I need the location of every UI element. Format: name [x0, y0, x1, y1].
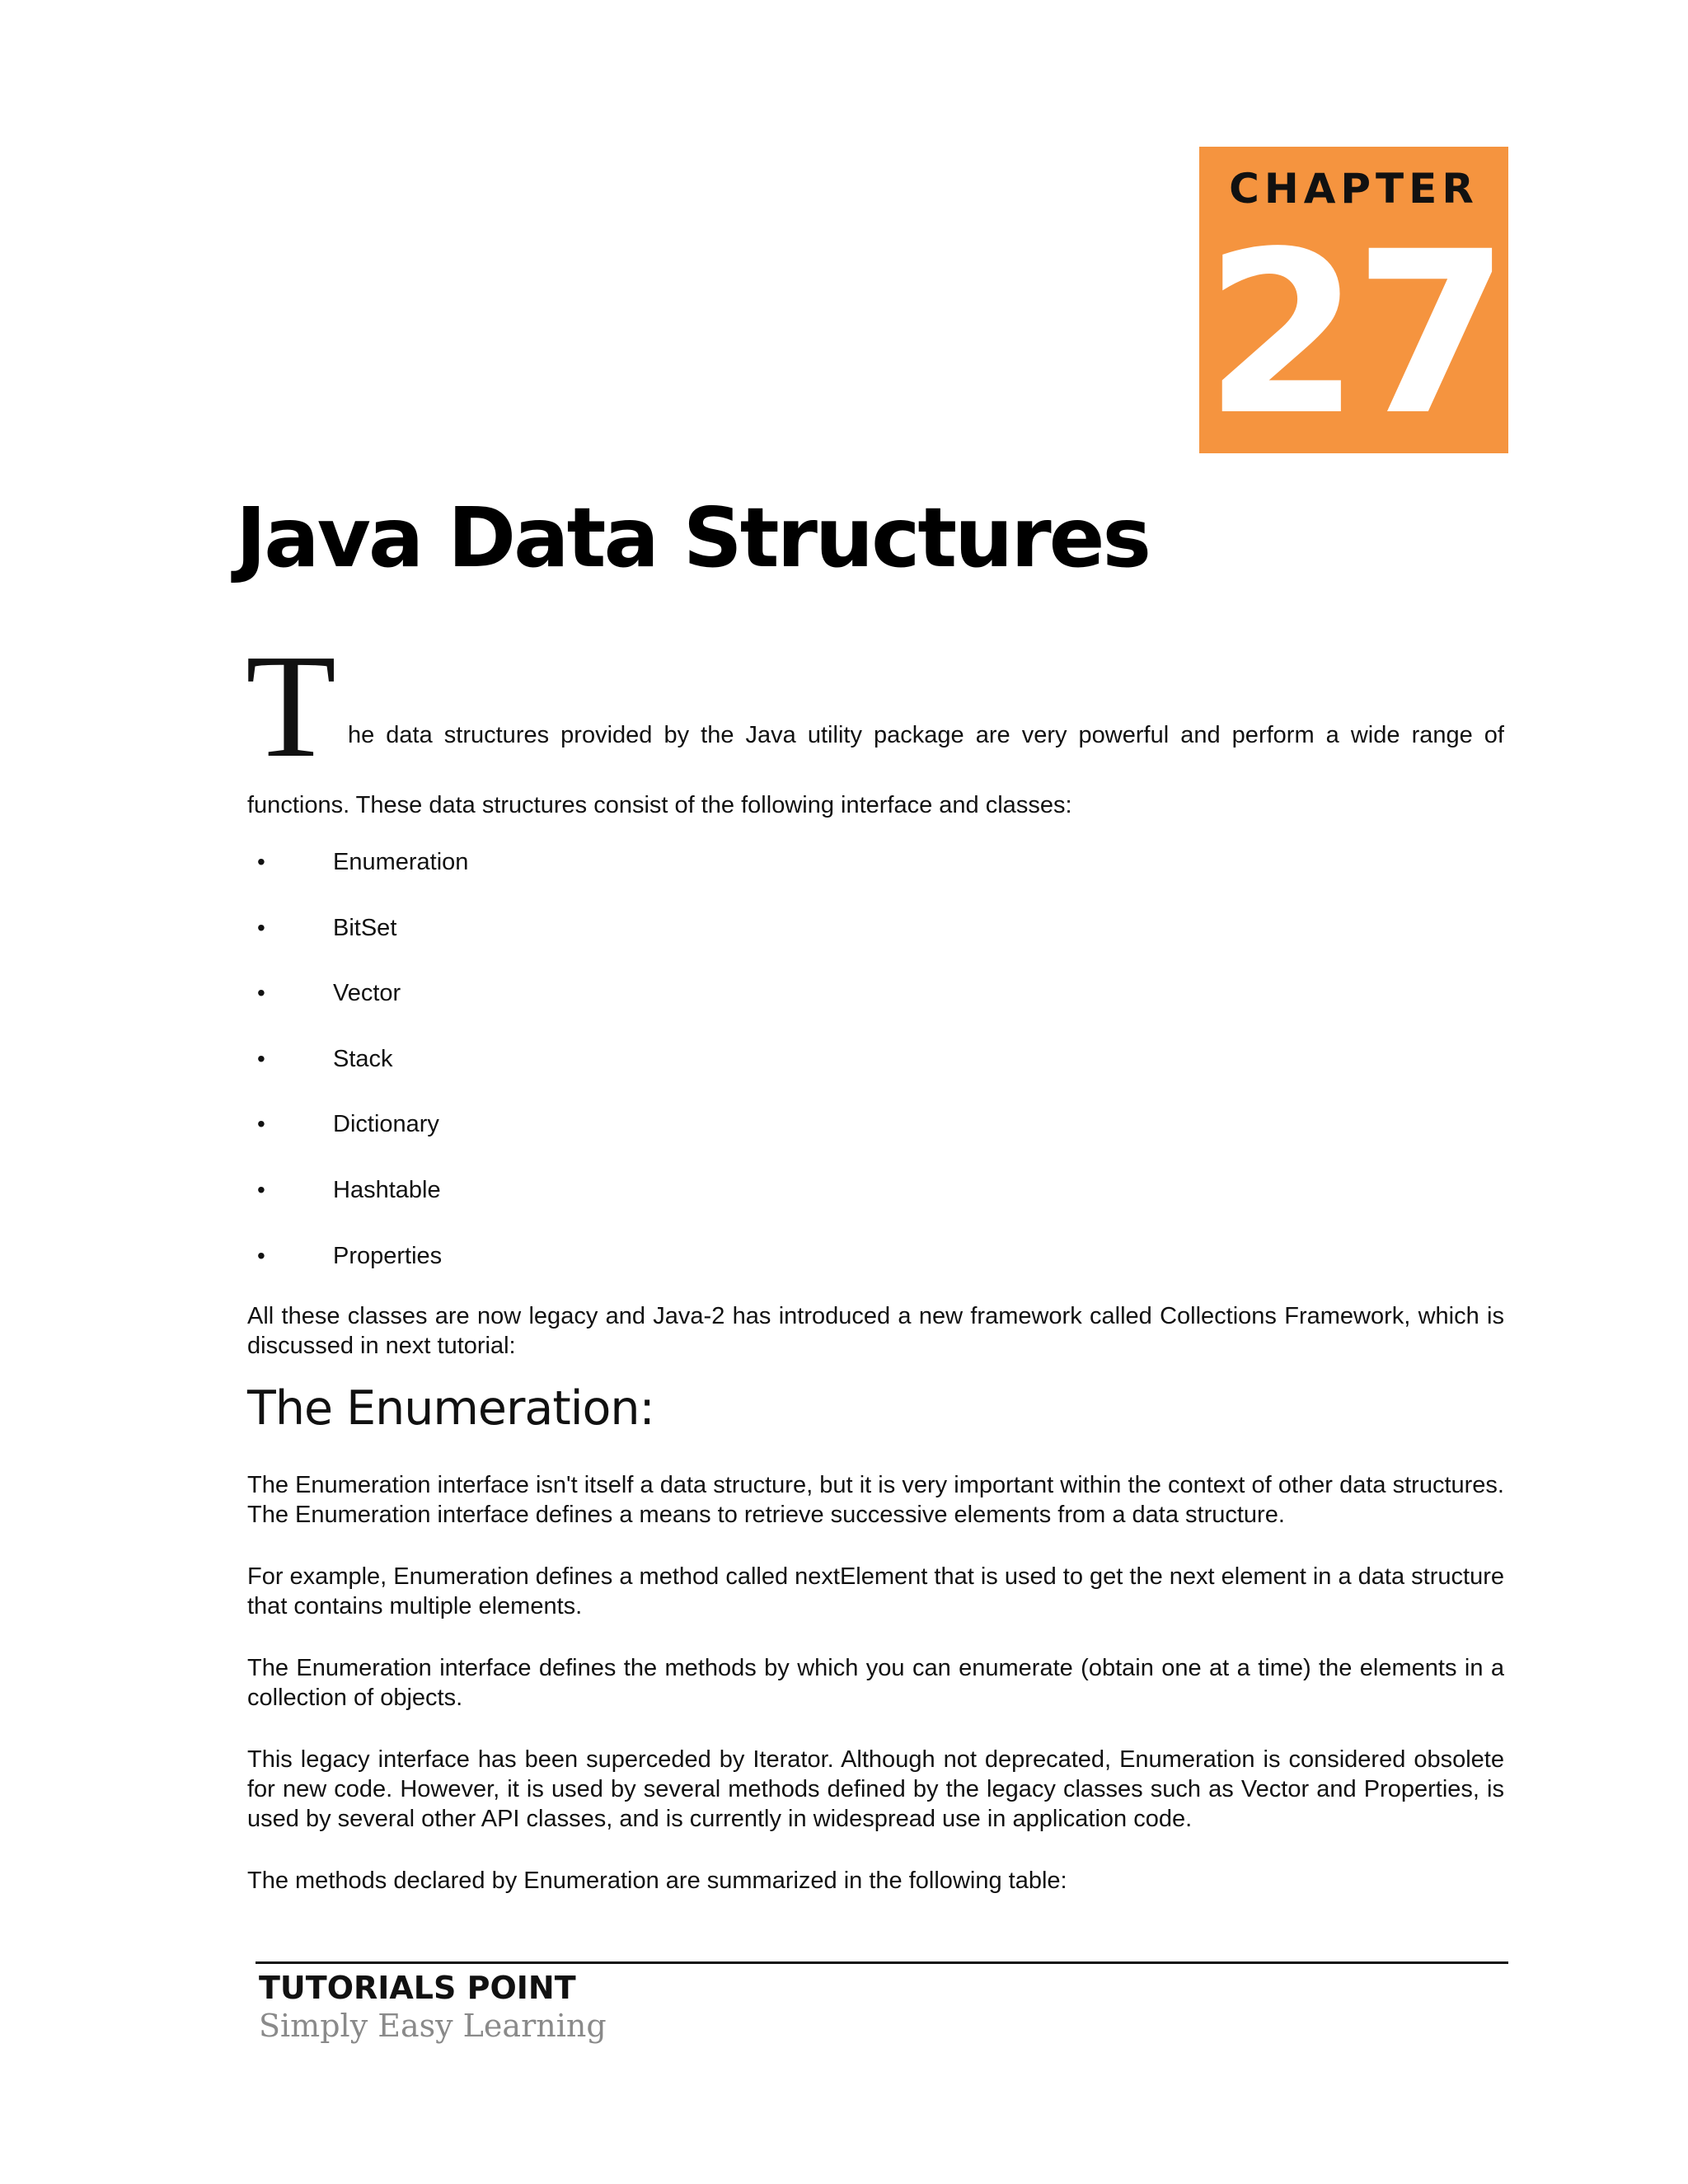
bullet-icon: •: [257, 1176, 265, 1202]
list-item: [247, 1101, 989, 1167]
section-heading: The Enumeration:: [247, 1381, 654, 1436]
section-paragraph: The Enumeration interface isn't itself a data structure, but it is very important within the context of other data structures. The Enumeration interface defines a means to retrieve successive elements from a data structure.: [247, 1472, 1504, 1528]
chapter-badge: [1199, 147, 1508, 465]
list-item: [247, 970, 989, 1036]
footer-tagline: Simply Easy Learning: [259, 2008, 607, 2044]
drop-cap: T: [246, 624, 336, 788]
chapter-title: Java Data Structures: [236, 490, 1150, 586]
footer-divider: [256, 1961, 1508, 1964]
bullet-icon: •: [257, 1111, 265, 1137]
intro-paragraph: [246, 624, 1504, 841]
section-paragraph: The methods declared by Enumeration are summarized in the following table:: [247, 1868, 1067, 1894]
section-paragraph: For example, Enumeration defines a method called nextElement that is used to get the next element in a data structure that contains multiple elements.: [247, 1563, 1504, 1619]
chapter-number: 27: [1204, 204, 1503, 465]
intro-text: he data structures provided by the Java utility package are very powerful and perform a wide range of functions. These data structures consist of the following interface and classes:: [247, 722, 1504, 818]
list-item-label: Vector: [333, 980, 401, 1007]
list-item: [247, 1036, 989, 1102]
list-item-label: Enumeration: [333, 849, 469, 875]
section-paragraph: The Enumeration interface defines the methods by which you can enumerate (obtain one at a time) the elements in a collection of objects.: [247, 1655, 1504, 1711]
list-item: [247, 1233, 989, 1299]
list-item: [247, 839, 989, 905]
data-structure-list: [247, 839, 989, 1298]
list-item-label: Dictionary: [333, 1111, 439, 1138]
legacy-note: All these classes are now legacy and Java-2 has introduced a new framework called Collections Framework, which is discussed in next tutorial:: [247, 1303, 1504, 1359]
bullet-icon: •: [257, 914, 265, 940]
bullet-icon: •: [257, 1045, 265, 1071]
bullet-icon: •: [257, 1242, 265, 1268]
list-item: [247, 1167, 989, 1233]
list-item-label: Hashtable: [333, 1176, 441, 1203]
footer-brand: TUTORIALS POINT: [259, 1970, 576, 2006]
list-item-label: BitSet: [333, 914, 397, 941]
list-item-label: Stack: [333, 1045, 393, 1072]
list-item: [247, 905, 989, 971]
bullet-icon: •: [257, 849, 265, 874]
list-item-label: Properties: [333, 1242, 443, 1269]
bullet-icon: •: [257, 980, 265, 1006]
chapter-label: CHAPTER: [1229, 165, 1479, 213]
section-paragraph: This legacy interface has been superceded by Iterator. Although not deprecated, Enumeration is considered obsolete for new code. However, it is used by several methods defined by the legacy classes such as Vector and Properties, is used by several other API classes, and is currently in widespread use in application code.: [247, 1746, 1504, 1832]
